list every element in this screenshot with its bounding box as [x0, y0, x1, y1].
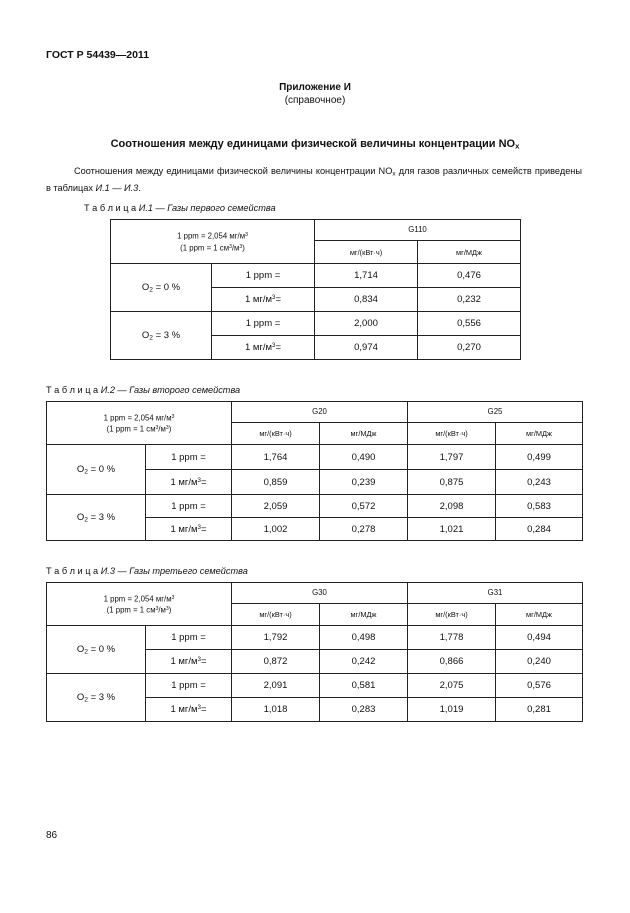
row-label: 1 $мг/м^3=$ — [212, 288, 315, 312]
row-label: 1 $мг/м^3=$ — [146, 470, 232, 495]
data-cell: 0,232 — [418, 288, 521, 312]
data-cell: 0,834 — [315, 288, 418, 312]
data-cell: 0,583 — [496, 495, 583, 518]
unit-header: мг/(кВт·ч) — [408, 423, 496, 445]
data-cell: 0,240 — [496, 650, 583, 674]
intro-paragraph: Соотношения между единицами физической величины концентрации $NO_x$ для газов различных семейств приведены в таблицах И.1 — И.3. — [46, 166, 582, 194]
data-cell: 2,098 — [408, 495, 496, 518]
appendix-title: Приложение И — [279, 82, 351, 93]
row-label: 1 ppm = — [146, 445, 232, 470]
data-cell: 1,018 — [232, 698, 320, 722]
unit-header: мг/МДж — [496, 604, 583, 626]
data-cell: 2,075 — [408, 674, 496, 698]
table2 — [46, 401, 583, 541]
data-cell: 0,499 — [496, 445, 583, 470]
data-cell: 1,021 — [408, 518, 496, 541]
data-cell: 0,556 — [418, 312, 521, 336]
data-cell: 1,019 — [408, 698, 496, 722]
gas-header: G31 — [408, 583, 583, 604]
data-cell: 2,000 — [315, 312, 418, 336]
table1-caption: Т а б л и ц а И.1 — Газы первого семейства — [84, 203, 276, 213]
conversion-note: 1 ppm = 2,054 $мг/м^3$ (1 ppm = 1 $см^3/м^3$) — [111, 220, 315, 264]
conversion-note: 1 ppm = 2,054 $мг/м^3$ (1 ppm = 1 $см^3/м^3$) — [47, 402, 232, 445]
data-cell: 2,091 — [232, 674, 320, 698]
o2-label: $O_2 = 3$ % — [111, 312, 212, 360]
section-title: Соотношения между единицами физической величины концентрации $NO_x$ — [110, 138, 520, 151]
unit-header: мг/МДж — [320, 604, 408, 626]
data-cell: 1,778 — [408, 626, 496, 650]
data-cell: 0,278 — [320, 518, 408, 541]
data-cell: 1,764 — [232, 445, 320, 470]
data-cell: 0,498 — [320, 626, 408, 650]
unit-header: мг/(кВт·ч) — [232, 604, 320, 626]
data-cell: 0,281 — [496, 698, 583, 722]
o2-label: $O_2 = 3$ % — [47, 495, 146, 541]
conversion-note: 1 ppm = 2,054 $мг/м^3$ (1 ppm = 1 $см^3/м^3$) — [47, 583, 232, 626]
row-label: 1 ppm = — [212, 264, 315, 288]
data-cell: 0,859 — [232, 470, 320, 495]
gas-header: G110 — [315, 220, 521, 241]
row-label: 1 ppm = — [146, 626, 232, 650]
appendix-subtitle: (справочное) — [284, 95, 346, 106]
o2-label: $O_2 = 0$ % — [47, 445, 146, 495]
data-cell: 0,576 — [496, 674, 583, 698]
data-cell: 1,002 — [232, 518, 320, 541]
data-cell: 2,059 — [232, 495, 320, 518]
data-cell: 0,284 — [496, 518, 583, 541]
data-cell: 0,476 — [418, 264, 521, 288]
data-cell: 0,581 — [320, 674, 408, 698]
data-cell: 0,283 — [320, 698, 408, 722]
document-header: ГОСТ Р 54439—2011 — [46, 49, 150, 61]
row-label: 1 $мг/м^3=$ — [146, 650, 232, 674]
data-cell: 0,572 — [320, 495, 408, 518]
row-label: 1 $мг/м^3=$ — [146, 698, 232, 722]
o2-label: $O_2 = 0$ % — [111, 264, 212, 312]
data-cell: 0,243 — [496, 470, 583, 495]
o2-label: $O_2 = 0$ % — [47, 626, 146, 674]
gas-header: G30 — [232, 583, 408, 604]
unit-header: мг/(кВт·ч) — [408, 604, 496, 626]
row-label: 1 $мг/м^3=$ — [146, 518, 232, 541]
gas-header: G25 — [408, 402, 583, 423]
data-cell: 0,872 — [232, 650, 320, 674]
table2-caption: Т а б л и ц а И.2 — Газы второго семейства — [46, 385, 241, 395]
unit-header: мг/(кВт·ч) — [232, 423, 320, 445]
unit-header: мг/МДж — [418, 241, 521, 264]
row-label: 1 ppm = — [212, 312, 315, 336]
data-cell: 0,490 — [320, 445, 408, 470]
data-cell: 0,494 — [496, 626, 583, 650]
table3-caption: Т а б л и ц а И.3 — Газы третьего семейства — [46, 566, 248, 576]
data-cell: 1,792 — [232, 626, 320, 650]
data-cell: 0,875 — [408, 470, 496, 495]
data-cell: 0,866 — [408, 650, 496, 674]
data-cell: 1,714 — [315, 264, 418, 288]
unit-header: мг/(кВт·ч) — [315, 241, 418, 264]
data-cell: 0,242 — [320, 650, 408, 674]
data-cell: 1,797 — [408, 445, 496, 470]
gas-header: G20 — [232, 402, 408, 423]
unit-header: мг/МДж — [320, 423, 408, 445]
data-cell: 0,974 — [315, 336, 418, 360]
unit-header: мг/МДж — [496, 423, 583, 445]
data-cell: 0,270 — [418, 336, 521, 360]
row-label: 1 ppm = — [146, 674, 232, 698]
row-label: 1 $мг/м^3=$ — [212, 336, 315, 360]
row-label: 1 ppm = — [146, 495, 232, 518]
table1 — [110, 219, 521, 360]
page-number: 86 — [46, 830, 58, 841]
data-cell: 0,239 — [320, 470, 408, 495]
appendix-heading — [0, 81, 630, 107]
o2-label: $O_2 = 3$ % — [47, 674, 146, 722]
table3 — [46, 582, 583, 722]
